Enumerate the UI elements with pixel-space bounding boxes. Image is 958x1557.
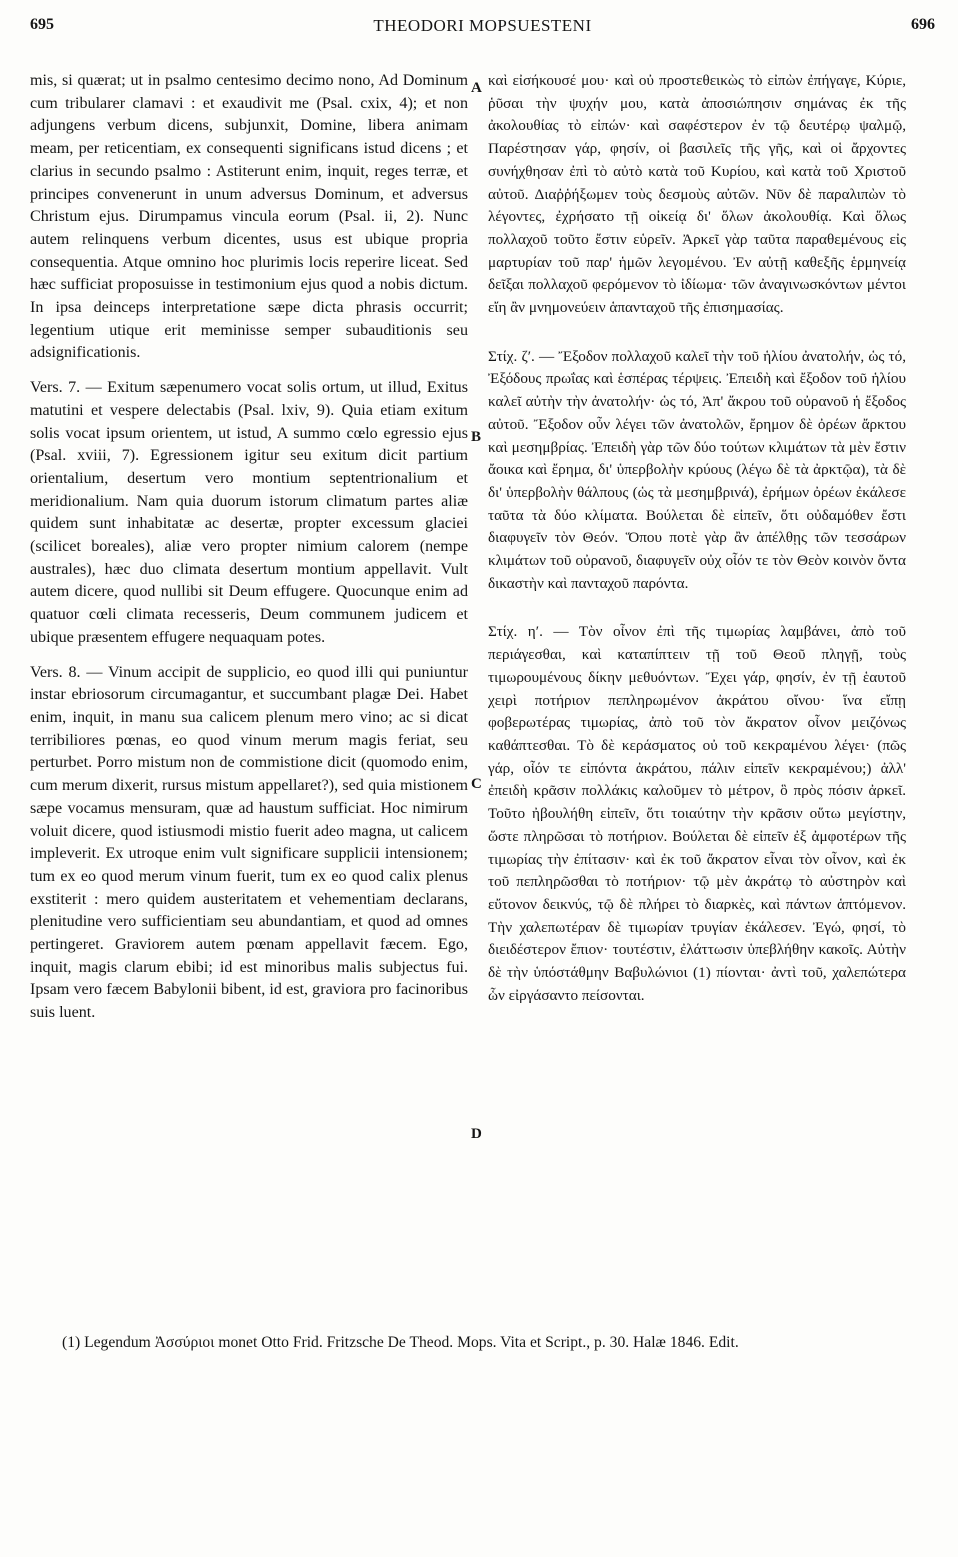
running-header bbox=[30, 16, 935, 40]
margin-letter-b: B bbox=[471, 429, 482, 445]
greek-paragraph: Στίχ. ζʹ. — Ἔξοδον πολλαχοῦ καλεῖ τὴν τοῦ ἡλίου ἀνατολήν, ὡς τό, Ἐξόδους πρωΐας καὶ ἑσπέρας τέρψεις. Ἐπειδὴ καὶ ἔξοδον τοῦ ἡλίου καλεῖ αὐτὴν τὴν ἀνατολήν· ὡς τό, Ἀπ' ἄκρου τοῦ οὐρανοῦ ἡ ἔξοδος αὐτοῦ. Ἔξοδον οὖν λέγει τῶν ἀνατολῶν, ἔρημον δὲ ὀρέων ἄρκτου καὶ μεσημβρίας. Ἐπειδὴ γὰρ τῶν δύο τούτων κλιμάτων τὰ μὲν ἔστιν ἄοικα καὶ ἔρημα, δι' ὑπερβολὴν κρύους (λέγω δὲ τὰ ἀρκτῷα), τὰ δὲ δι' ὑπερβολὴν θάλπους (ὡς τὰ μεσημβρινά), ἐρήμων ὀρέων ἐκάλεσε ταῦτα τὰ δύο κλίματα. Βούλεται δὲ εἰπεῖν, ὅτι οὐδαμόθεν ἔστι διαφυγεῖν τὸν Θεόν. Ὅπου ποτὲ γὰρ ἂν ἀπέλθῃς τῶν τεσσάρων κλιμάτων τοῦ οὐρανοῦ, διαφυγεῖν οὐχ οἷόν τε τὸν Θεὸν κοινὸν ὄντα δικαστὴν καὶ πανταχοῦ παρόντα. bbox=[488, 347, 906, 592]
margin-letter-c: C bbox=[471, 776, 482, 792]
margin-letter-a: A bbox=[471, 80, 482, 96]
running-title: THEODORI MOPSUESTENI bbox=[373, 16, 592, 35]
latin-paragraph: Vers. 8. — Vinum accipit de supplicio, eo quod illi qui puniuntur instar ebriosorum circumagantur, et succumbant plagæ Dei. Habet enim, inquit, in manu sua calicem plenum mero vino; ac si dicat terribiliores pœnas, eo quod vinum merum magis feriat, seu perturbet. Porro mistum non de commistione dicit (quomodo enim, cum merum dixerit, rursus mistum appellaret?), sed quia mistionem sæpe vocamus mensuram, quæ ad haustum sufficiat. Hoc nimirum voluit dicere, quod istiusmodi mistio fuerit adeo magna, ut calicem impleverit. Ex utroque enim vult significare supplicii intensionem; tum ex eo quod merum vinum fuerit, tum ex eo quod calix plenus exstiterit : mero quidem austeritatem et vehementiam declarans, plenitudine vero sufficientiam seu abundantiam, et quod ad omnes pertingeret. Graviorem autem pœnam appellavit fæcem. Ego, inquit, magis clarum ebibi; id est minoribus malis subjectus fui. Ipsam vero fæcem Babylonii bibent, id est, graviora pro facinoribus suis luent. bbox=[30, 663, 468, 1022]
greek-paragraph: Στίχ. ηʹ. — Τὸν οἶνον ἐπὶ τῆς τιμωρίας λαμβάνει, ἀπὸ τοῦ περιάγεσθαι, καὶ καταπίπτειν τῇ τοῦ Θεοῦ πληγῇ, τοὺς τιμωρουμένους δίκην μεθυόντων. Ἔχει γάρ, φησίν, ἐν τῇ ἑαυτοῦ χειρὶ ποτήριον πεπληρωμένον ἀκράτου οἴνου· ἵνα εἴπῃ φοβερωτέρας τιμωρίας, ἀπὸ τοῦ τὸν ἄκρατον οἶνον μειζόνως καθάπτεσθαι. Τὸ δὲ κεράσματος οὐ τοῦ κεκραμένου λέγει· (πῶς γάρ, οἷόν τε εἰπόντα ἀκράτου, πάλιν εἰπεῖν κεκραμένου;) ἀλλ' ἐπειδὴ κρᾶσιν πολλάκις καλοῦμεν τὸ μέτρον, ὃ πρὸς πόσιν ἀρκεῖ. Τοῦτο ἠβουλήθη εἰπεῖν, ὅτι τοιαύτην τὴν κρᾶσιν οὕτω μεγίστην, ὥστε πληρῶσαι τὸ ποτήριον. Βούλεται δὲ εἰπεῖν ἐξ ἀμφοτέρων τῆς τιμωρίας τὴν ἐπίτασιν· καὶ ἐκ τοῦ ἄκρατον εἶναι τὸν οἶνον, καὶ ἐκ τοῦ πεπληρῶσθαι τὸ ποτήριον· τῷ μὲν ἀκράτῳ τὸ αὐστηρὸν καὶ εὔτονον δεικνύς, τῷ δὲ πλήρει τὸ διαρκὲς, καὶ πάντων ἁπτόμενον. Τὴν χαλεπωτέραν δὲ τιμωρίαν τρυγίαν ἐκάλεσεν. Ἐγώ, φησί, τὸ διειδέστερον ἔπιον· τουτέστιν, ἐλάττωσιν ὑπεβλήθην κακοῖς. Αὐτὴν δὲ τὴν ὑπόστάθμην Βαβυλώνιοι (1) πίονται· ἀντὶ τοῦ, χαλεπώτερα ὧν εἰργάσαντο πείσονται. bbox=[488, 623, 906, 1004]
footnote bbox=[30, 1332, 930, 1354]
page-number-right: 696 bbox=[911, 16, 935, 33]
page-number-left: 695 bbox=[30, 16, 54, 33]
latin-paragraph: Vers. 7. — Exitum sæpenumero vocat solis ortum, ut illud, Exitus matutini et vespere delectabis (Psal. lxiv, 9). Quia etiam exitum solis vocat ipsum orientem, ut istud, A summo cœlo egressio ejus (Psal. xviii, 7). Egressionem igitur seu exitum dicit partium orientalium, desertum vero montium septentrionalium et meridionalium. Nam quia duorum istorum climatum partes aliæ quidem sunt inhabitatæ ac desertæ, propter excessum glaciei (scilicet boreales), aliæ vero propter nimium calorem (nempe australes), hæc duo climata desertum montium appellavit. Vult autem dicere, quod nullibi sit Deum effugere. Quocunque enim ad quatuor cœli climata recesseris, Deum communem judicem et ubique præsentem effugere nequaquam potes. bbox=[30, 379, 468, 646]
margin-letter-d: D bbox=[471, 1126, 482, 1142]
greek-paragraph: καὶ εἰσήκουσέ μου· καὶ οὐ προστεθεικὼς τὸ εἰπὼν ἐπήγαγε, Κύριε, ῥῦσαι τὴν ψυχήν μου, κατὰ ἀποσιώπησιν σημάνας ἐκ τῆς ἀκολουθίας τὸ εἰπών· καὶ σαφέστερον ἐν τῷ δευτέρῳ ψαλμῷ, Παρέστησαν γάρ, φησίν, οἱ βασιλεῖς τῆς γῆς, καὶ οἱ ἄρχοντες συνήχθησαν ἐπὶ τὸ αὐτὸ κατὰ τοῦ Κυρίου, καὶ κατὰ τοῦ Χριστοῦ αὐτοῦ. Διαῤῥήξωμεν τοὺς δεσμοὺς αὐτῶν. Νῦν δὲ παραλιπὼν τὸ λέγοντες, ἐχρήσατο τῇ οἰκείᾳ δι' ὅλων ἀκολουθίᾳ. Καὶ ὅλως πολλαχοῦ τοῦτο ἔστιν εὑρεῖν. Ἀρκεῖ γὰρ ταῦτα παραθεμένους εἰς μαρτυρίαν τοῦ παρ' ἡμῶν λεγομένου. Ἐν αὐτῇ καθεξῆς ἑρμηνείᾳ δεῖξαι πολλαχοῦ φερόμενον τὸ ἰδίωμα· τῶν ἀναγινωσκόντων μέντοι εἴη ἂν μνημονεύειν ἁπανταχοῦ τῆς ἐπισημασίας. bbox=[488, 72, 906, 317]
latin-column bbox=[30, 70, 468, 1025]
latin-paragraph: mis, si quærat; ut in psalmo centesimo decimo nono, Ad Dominum cum tribularer clamavi : et exaudivit me (Psal. cxix, 4); et non adjungens verbum dicens, subjunxit, Domine, libera animam meam, per reticentiam, ex consequenti significans istud dicens ; et clarius in secundo psalmo : Astiterunt enim, inquit, reges terræ, et principes convenerunt in unum adversus Dominum, et adversus Christum ejus. Dirumpamus vincula eorum (Psal. ii, 2). Nunc autem relinquens verbum dicentes, usus est ubique propria consequentia. Atque omnino hoc plurimis locis reperire liceat. Sed hæc sufficiat proposuisse in testimonium ejus quod a nobis dictum. In ipsa deinceps interpretatione sæpe dicta phrasis occurrit; legentium utique erit meminisse semper subauditionis seu adsignificationis. bbox=[30, 72, 468, 362]
footnote-text: (1) Legendum Ἀσσύριοι monet Otto Frid. Fritzsche De Theod. Mops. Vita et Script., p. 30. Halæ 1846. Edit. bbox=[62, 1334, 739, 1351]
greek-column bbox=[488, 70, 906, 1007]
